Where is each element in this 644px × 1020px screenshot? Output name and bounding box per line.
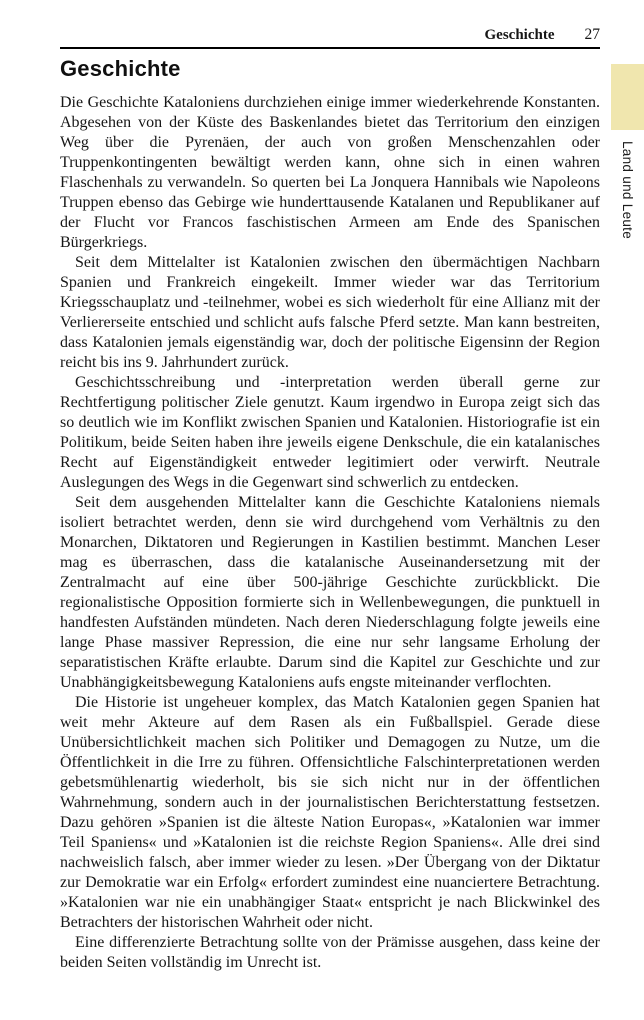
paragraph: Die Geschichte Kataloniens durchziehen einige immer wiederkehrende Konstanten. Abgesehen von der Küste des Baskenlandes bietet das Territorium den einzigen Weg über die Pyrenäen, der auch von großen Menschenzahlen oder Truppenkontingenten bewältigt werden kann, ohne sich in einen wahren Flaschenhals zu verwandeln. So querten bei La Jonquera Hannibals wie Napoleons Truppen ebenso das Gebirge wie hunderttausende Katalanen und Republikaner auf der Flucht vor Francos faschistischen Armeen am Ende des Spanischen Bürgerkriegs. xyxy=(60,94,600,251)
paragraph: Die Historie ist ungeheuer komplex, das Match Katalonien gegen Spanien hat weit mehr Akteure auf dem Rasen als ein Fußballspiel. Gerade diese Unübersichtlichkeit machen sich Politiker und Demagogen zu Nutze, um die Öffentlichkeit in die Irre zu führen. Offensichtliche Falschinterpretationen werden gebetsmühlenartig wiederholt, bis sie sich nicht nur in der öffentlichen Wahrnehmung, sondern auch in der journalistischen Berichterstattung festsetzen. Dazu gehören »Spanien ist die älteste Nation Europas«, »Katalonien war immer Teil Spaniens« und »Katalonien ist die reichste Region Spaniens«. Alle drei sind nachweislich falsch, aber immer wieder zu lesen. »Der Übergang von der Diktatur zur Demokratie war ein Erfolg« erfordert zumindest eine nuanciertere Betrachtung. »Katalonien war nie ein unabhängiger Staat« entspricht je nach Blickwinkel des Betrachters der historischen Wahrheit oder nicht. xyxy=(60,694,600,931)
chapter-title: Geschichte xyxy=(60,56,181,81)
body-text xyxy=(60,93,600,973)
header-rule xyxy=(60,47,600,49)
paragraph: Seit dem ausgehenden Mittelalter kann die Geschichte Kataloniens niemals isoliert betrachtet werden, denn sie wird durchgehend vom Verhältnis zu den Monarchen, Diktatoren und Regierungen in Kastilien bestimmt. Manchen Leser mag es überraschen, dass die katalanische Auseinandersetzung mit der Zentralmacht auf eine über 500-jährige Geschichte zurückblickt. Die regionalistische Opposition formierte sich in Wellenbewegungen, die punktuell in handfesten Aufständen mündeten. Nach deren Niederschlagung folgte jeweils eine lange Phase massiver Repression, die eine nur sehr langsame Erholung der separatistischen Kräfte erlaubte. Darum sind die Kapitel zur Geschichte und zur Unabhängigkeitsbewegung Kataloniens aufs engste miteinander verflochten. xyxy=(60,494,600,691)
chapter-tab xyxy=(611,64,644,130)
paragraph: Seit dem Mittelalter ist Katalonien zwischen den übermächtigen Nachbarn Spanien und Frankreich eingekeilt. Immer wieder war das Territorium Kriegsschauplatz und -teilnehmer, wobei es sich wiederholt für eine Allianz mit der Verliererseite entschied und schlicht aufs falsche Pferd setzte. Man kann bestreiten, dass Katalonien jemals eigenständig war, doch der politische Eigensinn der Region reicht bis ins 9. Jahrhundert zurück. xyxy=(60,254,600,371)
paragraph: Eine differenzierte Betrachtung sollte von der Prämisse ausgehen, dass keine der beiden Seiten vollständig im Unrecht ist. xyxy=(60,934,600,971)
paragraph: Geschichtsschreibung und -interpretation werden überall gerne zur Rechtfertigung politischer Ziele genutzt. Kaum irgendwo in Europa zeigt sich das so deutlich wie im Konflikt zwischen Spanien und Katalonien. Historiografie ist ein Politikum, beide Seiten haben ihre jeweils eigene Denkschule, die ein katalanisches Recht auf Eigenständigkeit entweder legitimiert oder verwirft. Neutrale Auslegungen des Wegs in die Gegenwart sind schwerlich zu entdecken. xyxy=(60,374,600,491)
running-title: Geschichte xyxy=(484,27,555,43)
chapter-tab-label: Land und Leute xyxy=(620,141,635,240)
page-number: 27 xyxy=(584,26,600,43)
page-header xyxy=(60,26,600,44)
